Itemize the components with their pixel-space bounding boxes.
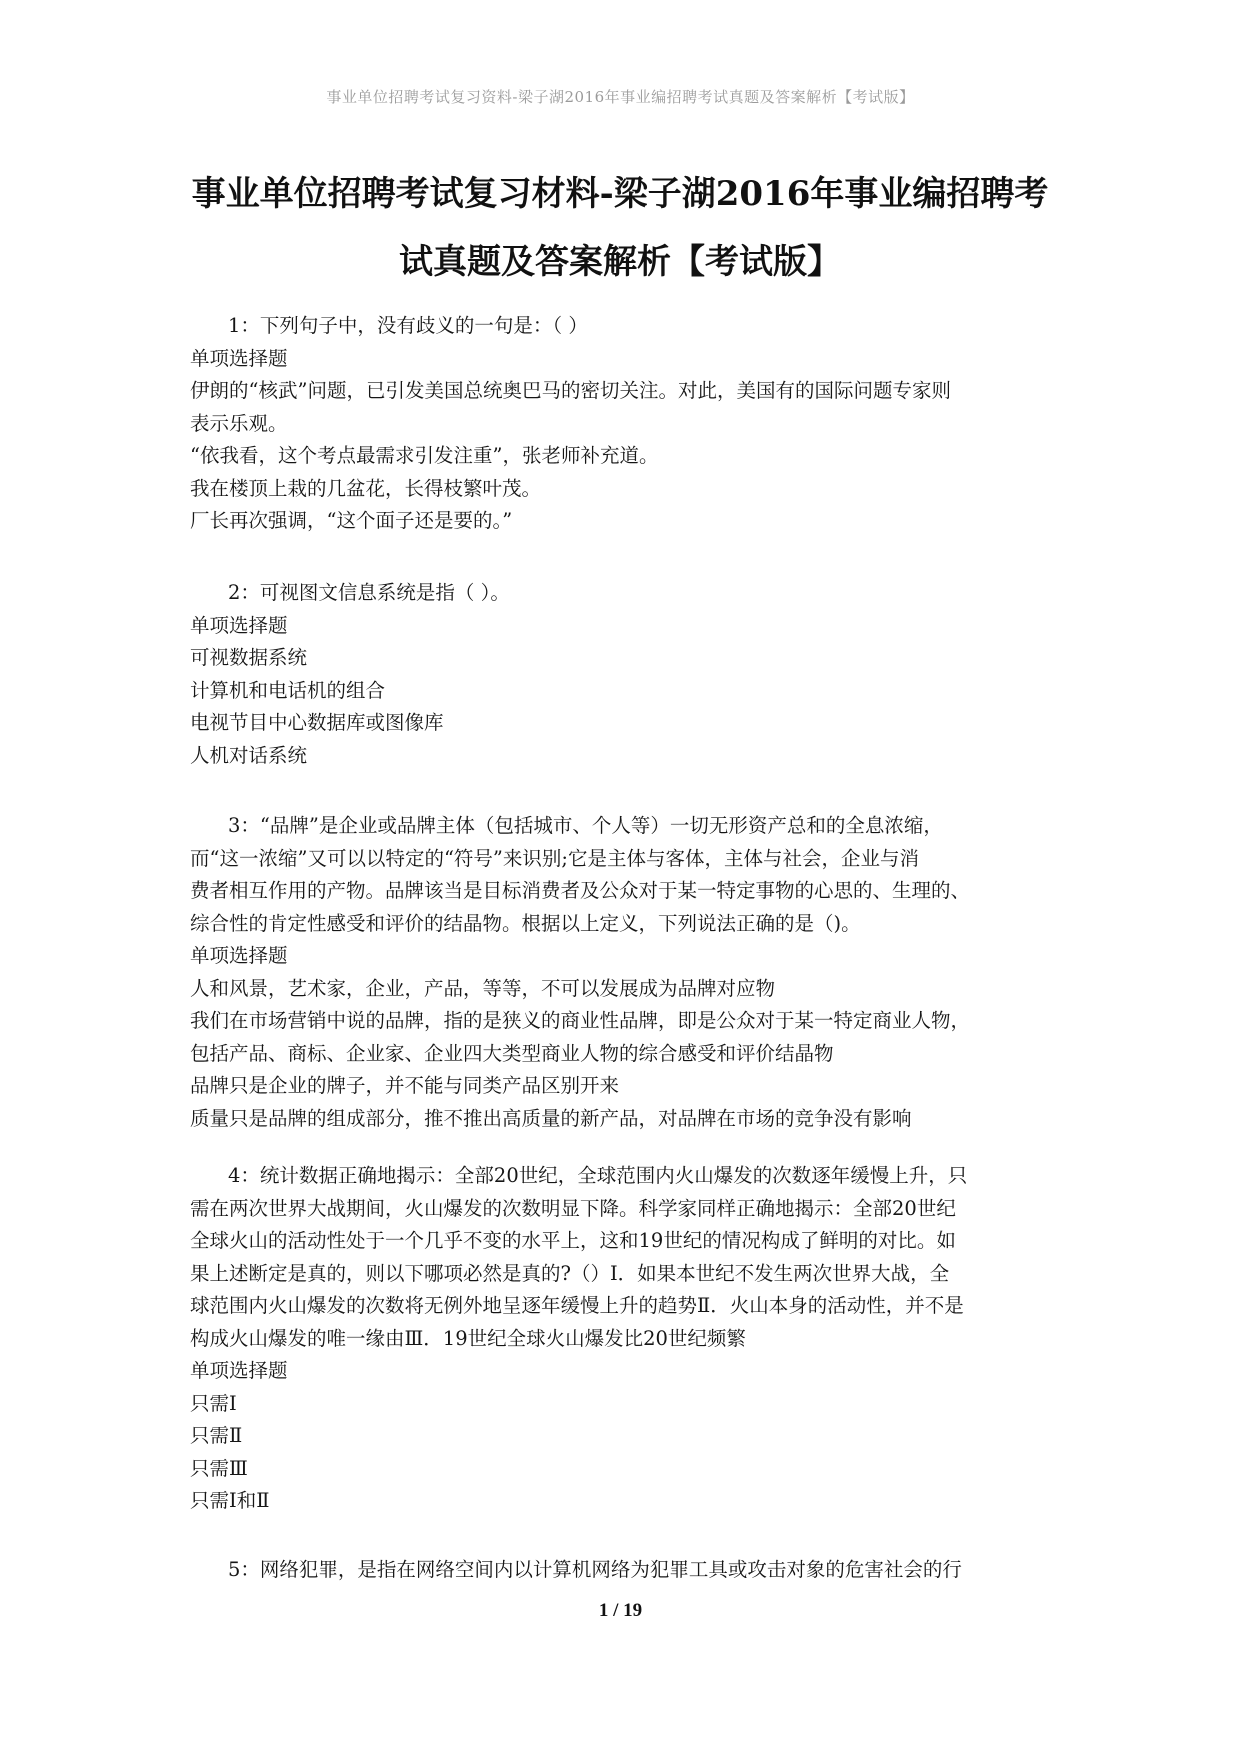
question-stem: 1：下列句子中，没有歧义的一句是：（ ） xyxy=(228,314,588,337)
document-title-line-2: 试真题及答案解析【考试版】 xyxy=(399,242,841,282)
question-stem: 球范围内火山爆发的次数将无例外地呈逐年缓慢上升的趋势Ⅱ．火山本身的活动性，并不是 xyxy=(190,1294,964,1317)
question-option: 我们在市场营销中说的品牌，指的是狭义的商业性品牌，即是公众对于某一特定商业人物， xyxy=(190,1009,971,1032)
question-type: 单项选择题 xyxy=(190,1359,288,1382)
question-stem: 构成火山爆发的唯一缘由Ⅲ．19世纪全球火山爆发比20世纪频繁 xyxy=(190,1326,746,1350)
question-option: 人和风景，艺术家，企业，产品，等等，不可以发展成为品牌对应物 xyxy=(190,976,776,1000)
question-option: 人机对话系统 xyxy=(190,743,308,767)
question-option: 包括产品、商标、企业家、企业四大类型商业人物的综合感受和评价结晶物 xyxy=(190,1041,834,1065)
question-option: 只需Ⅰ和Ⅱ xyxy=(190,1489,270,1512)
question-option: 电视节目中心数据库或图像库 xyxy=(190,711,444,734)
question-option: 计算机和电话机的组合 xyxy=(190,678,386,702)
question-option: 质量只是品牌的组成部分，推不推出高质量的新产品，对品牌在市场的竞争没有影响 xyxy=(190,1106,912,1130)
question-stem: 综合性的肯定性感受和评价的结晶物。根据以上定义，下列说法正确的是（)。 xyxy=(190,911,861,935)
question-stem: 全球火山的活动性处于一个几乎不变的水平上，这和19世纪的情况构成了鲜明的对比。如 xyxy=(190,1229,956,1252)
question-stem: 2：可视图文信息系统是指（ ）。 xyxy=(228,581,510,604)
question-stem: 而“这一浓缩”又可以以特定的“符号”来识别;它是主体与客体，主体与社会，企业与消 xyxy=(190,846,919,870)
document-title xyxy=(140,160,1100,296)
question-stem: 3：“品牌”是企业或品牌主体（包括城市、个人等）一切无形资产总和的全息浓缩， xyxy=(228,814,943,837)
question-option: 表示乐观。 xyxy=(190,411,288,435)
question-stem: 果上述断定是真的，则以下哪项必然是真的?（）Ⅰ．如果本世纪不发生两次世界大战，全 xyxy=(190,1261,950,1285)
question-1 xyxy=(190,310,1070,538)
question-stem: 5：网络犯罪，是指在网络空间内以计算机网络为犯罪工具或攻击对象的危害社会的行 xyxy=(228,1558,962,1581)
page-indicator: 1 / 19 xyxy=(598,1600,643,1621)
running-header: 事业单位招聘考试复习资料-梁子湖2016年事业编招聘考试真题及答案解析【考试版】 xyxy=(326,88,915,106)
question-type: 单项选择题 xyxy=(190,613,288,637)
question-option: 厂长再次强调，“这个面子还是要的。” xyxy=(190,509,513,532)
question-5 xyxy=(190,1554,1070,1587)
question-option: 可视数据系统 xyxy=(190,646,308,669)
question-stem: 需在两次世界大战期间，火山爆发的次数明显下降。科学家同样正确地揭示：全部20世纪 xyxy=(190,1196,956,1220)
question-type: 单项选择题 xyxy=(190,944,288,967)
question-option: 伊朗的“核武”问题，已引发美国总统奥巴马的密切关注。对此，美国有的国际问题专家则 xyxy=(190,379,951,402)
question-option: 品牌只是企业的牌子，并不能与同类产品区别开来 xyxy=(190,1074,620,1097)
question-4 xyxy=(190,1160,1070,1518)
question-type: 单项选择题 xyxy=(190,346,288,370)
question-option: 我在楼顶上栽的几盆花，长得枝繁叶茂。 xyxy=(190,476,542,500)
question-option: “依我看，这个考点最需求引发注重”，张老师补充道。 xyxy=(190,444,659,467)
question-stem: 4：统计数据正确地揭示：全部20世纪，全球范围内火山爆发的次数逐年缓慢上升，只 xyxy=(228,1164,968,1187)
document-title-line-1: 事业单位招聘考试复习材料-梁子湖2016年事业编招聘考 xyxy=(191,174,1049,214)
question-3 xyxy=(190,810,1070,1135)
question-option: 只需Ⅰ xyxy=(190,1391,237,1415)
question-stem: 费者相互作用的产物。品牌该当是目标消费者及公众对于某一特定事物的心思的、生理的、 xyxy=(190,879,971,902)
question-2 xyxy=(190,577,1070,772)
question-option: 只需Ⅲ xyxy=(190,1456,248,1480)
question-option: 只需Ⅱ xyxy=(190,1424,243,1447)
